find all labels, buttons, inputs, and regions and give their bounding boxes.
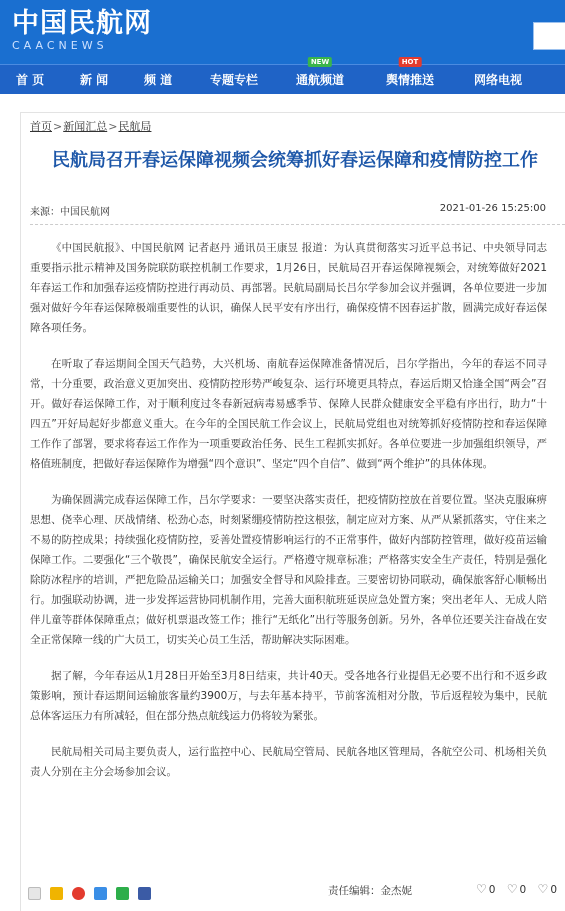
article-body <box>30 238 547 798</box>
article-paragraph: 《中国民航报》、中国民航网 记者赵丹 通讯员王康昱 报道：为认真贯彻落实习近平总书记、中央领导同志重要指示批示精神及国务院联防联控机制工作要求，1月26日，民航局召开春运保障视频会，对统筹做好2021年春运工作和加强春运疫情防控进行再动员、再部署。民航局副局长吕尔学参加会议并强调，各单位要进一步加强对做好今年春运保障极端重要性的认识，确保人民平安有序出行，确保疫情不因春运扩散，圆满完成好春运保障各项任务。 <box>30 242 547 334</box>
article-paragraph: 为确保圆满完成春运保障工作，吕尔学要求：一要坚决落实责任，把疫情防控放在首要位置。坚决克服麻痹思想、侥幸心理、厌战情绪、松劲心态，时刻紧绷疫情防控这根弦，制定应对方案、从严从紧抓落实，守住来之不易的防控成果；持续强化疫情防控，妥善处置疫情影响运行的不正常事件，做好内部防控管理，做好疫苗运输保障工作。二要强化“三个敬畏”，确保民航安全运行。严格遵守规章标准；严格落实安全生产责任，特别是强化除防冰程序的培训，严把危险品运输关口；加强安全督导和风险排查。三要密切协同联动，确保旅客舒心顺畅出行。加强联动协调，进一步发挥运营协同机制作用，完善大面积航班延误应急处置方案；突出老年人、无成人陪伴儿童等群体保障重点；做好机票退改签工作；推行“无纸化”出行等服务创新。另外，各单位还要关注奋战在安全正常保障一线的广大员工，切实关心员工生活，帮助解决实际困难。 <box>30 494 547 646</box>
heart-icon[interactable]: ♡ <box>506 882 518 896</box>
reaction-bar <box>468 882 557 896</box>
article-footer <box>28 876 565 904</box>
main-nav <box>0 58 565 94</box>
article-title: 民航局召开春运保障视频会统筹抓好春运保障和疫情防控工作 <box>52 150 538 171</box>
new-badge: NEW <box>308 57 332 67</box>
breadcrumb: 首页>新闻汇总>民航局 <box>30 120 152 133</box>
qzone-icon[interactable] <box>50 887 63 900</box>
article-paragraph: 据了解，今年春运从1月28日开始至3月8日结束，共计40天。受各地各行业提倡无必要不出行和不返乡政策影响，预计春运期间运输旅客量约3900万，与去年基本持平，节前客流相对分散，节后返程较为集中，民航总体客运压力有所减轻，但在部分热点航线运力仍将较为紧张。 <box>30 670 547 722</box>
nav-item-news[interactable]: 新 闻 <box>80 73 109 87</box>
nav-item-label: 通航频道 <box>296 73 345 87</box>
share-count: 0 <box>550 884 557 896</box>
breadcrumb-caac[interactable]: 民航局 <box>118 120 152 133</box>
nav-item-general-aviation[interactable] <box>296 58 345 95</box>
nav-item-home[interactable]: 首 页 <box>16 73 45 87</box>
nav-item-opinion[interactable] <box>386 58 435 95</box>
renren-icon[interactable] <box>138 887 151 900</box>
weibo-icon[interactable] <box>72 887 85 900</box>
hot-badge: HOT <box>399 57 422 67</box>
article-paragraph: 在听取了春运期间全国天气趋势，大兴机场、南航春运保障准备情况后，吕尔学指出，今年的春运不同寻常，十分重要，政治意义更加突出、疫情防控形势严峻复杂、运行环境更具特点，春运后期又恰逢全国“两会”召开。做好春运保障工作，对于顺利度过冬春新冠病毒易感季节、保障人民群众健康安全平稳有序出行，助力“十四五”开好局起好步都意义重大。在今年的全国民航工作会议上，民航局党组也对统筹抓好疫情防控和春运保障工作作了部署，要求将春运工作作为一项重要政治任务、民生工程抓实抓好。各单位要进一步加强组织领导，严格值班制度，把做好春运保障作为增强“四个意识”、坚定“四个自信”、做到“两个维护”的具体体现。 <box>30 358 547 470</box>
share-plus-icon[interactable] <box>28 887 41 900</box>
article-date: 2021-01-26 15:25:00 <box>439 203 546 214</box>
logo-text-en: CAACNEWS <box>12 39 108 52</box>
favorite-count: 0 <box>519 884 527 896</box>
share-bar <box>28 883 155 902</box>
editor-credit: 责任编辑：金杰妮 <box>328 885 412 897</box>
site-header <box>0 0 565 64</box>
site-logo[interactable] <box>12 8 152 52</box>
like-count: 0 <box>488 884 496 896</box>
nav-item-channels[interactable]: 频 道 <box>144 73 173 87</box>
article-paragraph: 民航局相关司局主要负责人，运行监控中心、民航局空管局、民航各地区管理局，各航空公司、机场相关负责人分别在主分会场参加会议。 <box>30 746 547 778</box>
breadcrumb-home[interactable]: 首页 <box>30 120 52 133</box>
nav-item-tv[interactable]: 网络电视 <box>474 73 523 87</box>
nav-item-topics[interactable]: 专题专栏 <box>210 73 259 87</box>
breadcrumb-news-summary[interactable]: 新闻汇总 <box>63 120 108 133</box>
logo-text-cn: 中国民航网 <box>12 8 152 39</box>
search-input[interactable] <box>533 22 565 50</box>
heart-icon[interactable]: ♡ <box>537 882 549 896</box>
divider <box>30 224 565 225</box>
tencent-weibo-icon[interactable] <box>94 887 107 900</box>
nav-item-label: 舆情推送 <box>386 73 435 87</box>
heart-icon[interactable]: ♡ <box>475 882 487 896</box>
article-source: 来源：中国民航网 <box>30 207 110 218</box>
wechat-icon[interactable] <box>116 887 129 900</box>
